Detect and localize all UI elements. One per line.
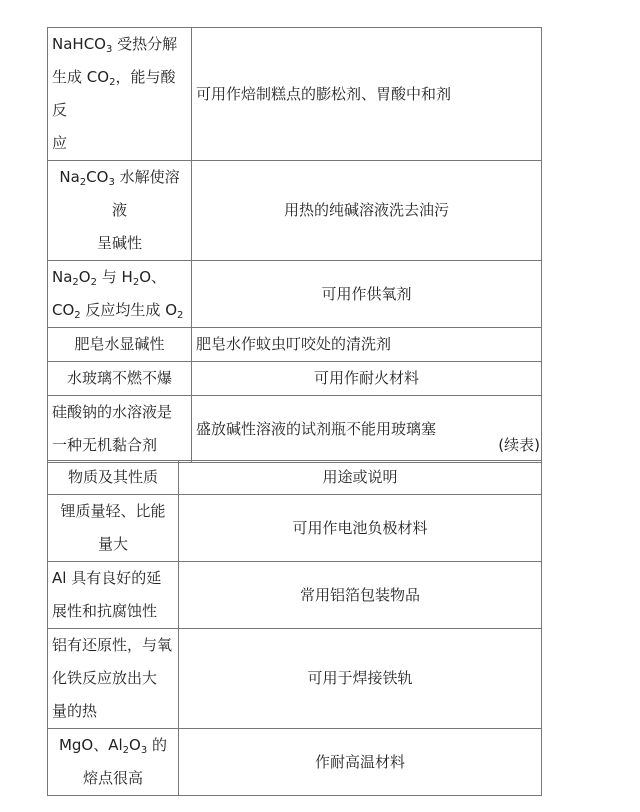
property-cell: 水玻璃不燃不爆	[48, 362, 192, 396]
usage-cell: 用热的纯碱溶液洗去油污	[192, 161, 542, 261]
table-row	[48, 562, 542, 629]
continued-label: (续表)	[498, 436, 540, 454]
usage-cell: 可用作耐火材料	[192, 362, 542, 396]
properties-table-2	[47, 460, 542, 796]
table-row	[48, 629, 542, 729]
header-property: 物质及其性质	[48, 461, 179, 495]
table-row	[48, 495, 542, 562]
property-cell: 铝有还原性，与氧 化铁反应放出大 量的热	[48, 629, 179, 729]
property-cell: 硅酸钠的水溶液是 一种无机黏合剂	[48, 396, 192, 463]
table-row	[48, 396, 542, 463]
usage-cell: 可用作电池负极材料	[179, 495, 542, 562]
table-row	[48, 362, 542, 396]
table-row	[48, 28, 542, 161]
usage-cell: 肥皂水作蚊虫叮咬处的清洗剂	[192, 328, 542, 362]
property-cell: 锂质量轻、比能 量大	[48, 495, 179, 562]
properties-table-1	[47, 27, 542, 463]
usage-cell: 常用铝箔包装物品	[179, 562, 542, 629]
table-row	[48, 328, 542, 362]
usage-cell: 盛放碱性溶液的试剂瓶不能用玻璃塞	[192, 396, 542, 463]
property-cell: Al 具有良好的延 展性和抗腐蚀性	[48, 562, 179, 629]
table-row	[48, 729, 542, 796]
property-cell: NaHCO$_3$ 受热分解 生成 $CO_2$，能与酸反 应	[48, 28, 192, 161]
table-row	[48, 161, 542, 261]
property-cell: MgO、$Al_2O_3$ 的 熔点很高	[48, 729, 179, 796]
property-cell: 肥皂水显碱性	[48, 328, 192, 362]
usage-cell: 作耐高温材料	[179, 729, 542, 796]
property-cell: $Na_2O_2$ 与 $H_2O$、 $CO_2$ 反应均生成 $O_2$	[48, 261, 192, 328]
usage-cell: 可用于焊接铁轨	[179, 629, 542, 729]
table-row	[48, 261, 542, 328]
table-header-row	[48, 461, 542, 495]
usage-cell: 可用作焙制糕点的膨松剂、胃酸中和剂	[192, 28, 542, 161]
header-usage: 用途或说明	[179, 461, 542, 495]
property-cell: $Na_2CO_3$ 水解使溶液 呈碱性	[48, 161, 192, 261]
usage-cell: 可用作供氧剂	[192, 261, 542, 328]
